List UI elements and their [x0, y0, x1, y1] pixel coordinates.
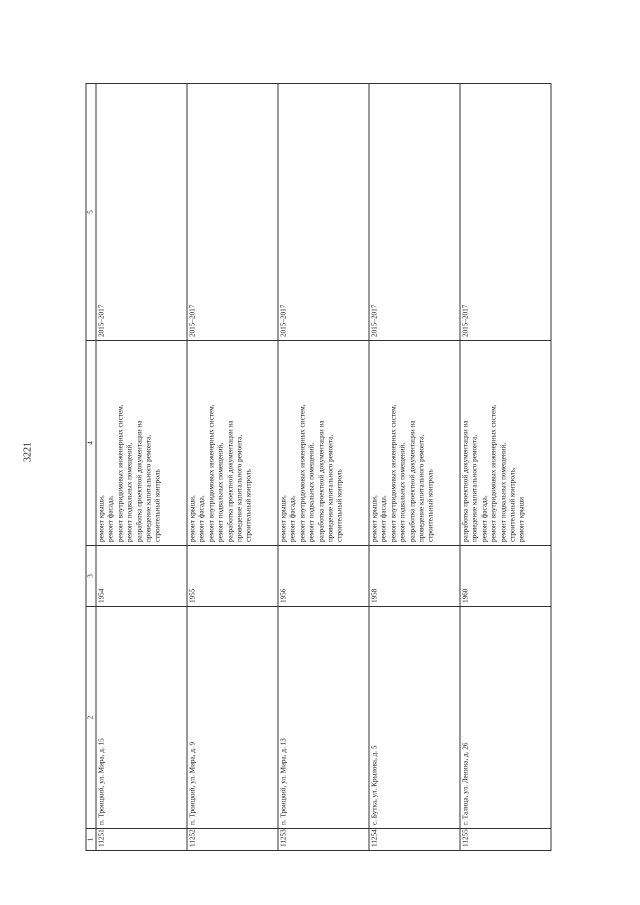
table-row — [187, 84, 278, 851]
row-works — [369, 341, 460, 546]
rotated-table-container — [86, 83, 549, 851]
row-period: 2015–2017 — [278, 84, 369, 341]
row-number: 11252. — [187, 829, 278, 851]
work-item: ремонт фасада, — [288, 495, 297, 542]
work-item: проведение капитального ремонта, — [417, 434, 426, 542]
page-number: 3221 — [22, 442, 34, 462]
row-works — [96, 341, 187, 546]
work-item: проведение капитального ремонта, — [470, 434, 479, 542]
work-item: разработка проектной документации на — [408, 420, 417, 542]
row-works — [460, 341, 551, 546]
work-item: разработка проектной документации на — [461, 420, 470, 542]
work-item: ремонт крыши, — [370, 495, 379, 542]
work-item: проведение капитального ремонта, — [144, 434, 153, 542]
row-address: п. Троицкий, ул. Мира, д. 9 — [187, 607, 278, 829]
row-period: 2015–2017 — [96, 84, 187, 341]
work-item: строительный контроль — [244, 469, 253, 542]
work-item: ремонт подвальных помещений, — [307, 442, 316, 542]
header-cell-col5: 5 — [86, 84, 96, 341]
row-works — [187, 341, 278, 546]
work-item: ремонт фасада, — [480, 495, 489, 542]
work-item: ремонт внутридомовых инженерных систем, — [298, 404, 307, 542]
row-year: 1955 — [187, 546, 278, 607]
row-address: п. Троицкий, ул. Мира, д. 13 — [278, 607, 369, 829]
row-works — [278, 341, 369, 546]
table-row — [460, 84, 551, 851]
work-item: ремонт подвальных помещений, — [125, 442, 134, 542]
work-item: ремонт внутридомовых инженерных систем, — [489, 404, 498, 542]
work-item: разработка проектной документации на — [317, 420, 326, 542]
row-year: 1956 — [278, 546, 369, 607]
work-item: ремонт внутридомовых инженерных систем, — [207, 404, 216, 542]
row-year: 1958 — [369, 546, 460, 607]
row-number: 11255. — [460, 829, 551, 851]
work-item: ремонт внутридомовых инженерных систем, — [116, 404, 125, 542]
work-item: ремонт фасада, — [197, 495, 206, 542]
row-address: г. Талица, ул. Ленина, д. 26 — [460, 607, 551, 829]
work-item: ремонт фасада, — [106, 495, 115, 542]
work-item: ремонт фасада, — [379, 495, 388, 542]
row-period: 2015–2017 — [187, 84, 278, 341]
work-item: проведение капитального ремонта, — [326, 434, 335, 542]
row-period: 2015–2017 — [369, 84, 460, 341]
table-row — [278, 84, 369, 851]
header-cell-col3: 3 — [86, 546, 96, 607]
work-item: ремонт внутридомовых инженерных систем, — [389, 404, 398, 542]
work-item: ремонт крыши — [517, 496, 526, 542]
work-item: ремонт крыши, — [97, 495, 106, 542]
work-item: строительный контроль, — [508, 467, 517, 542]
row-year: 1954 — [96, 546, 187, 607]
row-number: 11254. — [369, 829, 460, 851]
work-item: ремонт подвальных помещений, — [216, 442, 225, 542]
work-item: ремонт крыши, — [279, 495, 288, 542]
work-item: строительный контроль — [426, 469, 435, 542]
work-item: строительный контроль — [335, 469, 344, 542]
work-item: проведение капитального ремонта, — [235, 434, 244, 542]
repair-schedule-table — [86, 83, 552, 851]
table-row — [369, 84, 460, 851]
header-row — [86, 84, 96, 851]
table-row — [96, 84, 187, 851]
header-cell-col2: 2 — [86, 607, 96, 829]
work-item: ремонт подвальных помещений, — [398, 442, 407, 542]
header-cell-col1: 1 — [86, 829, 96, 851]
header-cell-col4: 4 — [86, 341, 96, 546]
work-item: ремонт подвальных помещений, — [499, 442, 508, 542]
work-item: ремонт крыши, — [188, 495, 197, 542]
row-address: с. Бутка, ул. Крылова, д. 5 — [369, 607, 460, 829]
row-address: п. Троицкий, ул. Мира, д. 15 — [96, 607, 187, 829]
row-period: 2015–2017 — [460, 84, 551, 341]
work-item: строительный контроль — [153, 469, 162, 542]
row-number: 11253. — [278, 829, 369, 851]
work-item: разработка проектной документации на — [135, 420, 144, 542]
work-item: разработка проектной документации на — [226, 420, 235, 542]
row-number: 11251. — [96, 829, 187, 851]
row-year: 1960 — [460, 546, 551, 607]
